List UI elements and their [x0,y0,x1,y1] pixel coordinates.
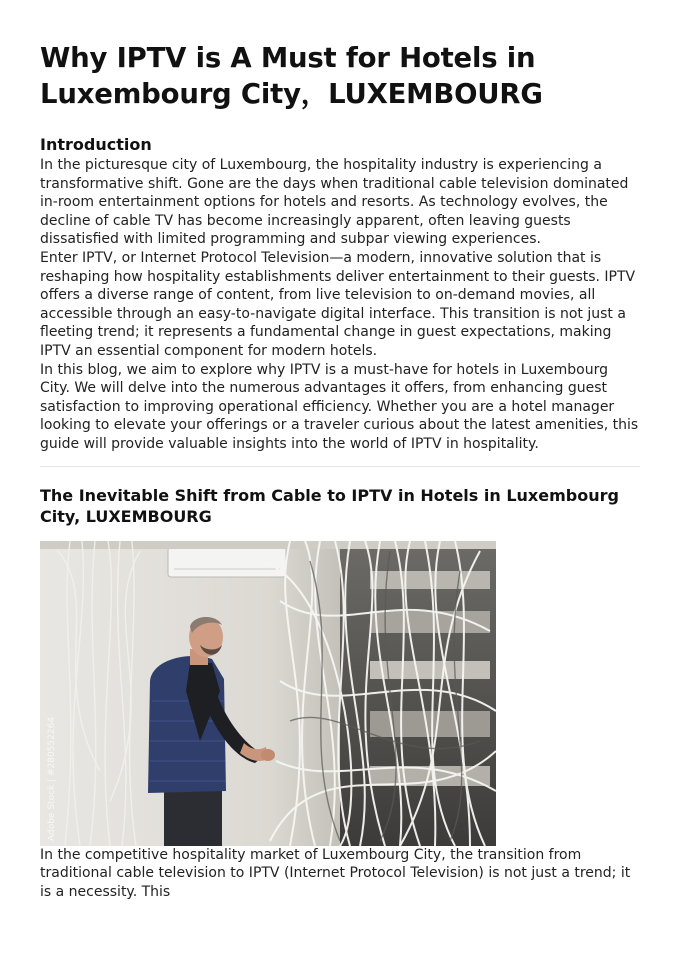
intro-paragraph-1: In the picturesque city of Luxembourg, the hospitality industry is experiencing a transformative shift. Gone are the days when traditional cable television dominated in-room entertainment options for hotels and resorts. As technology evolves, the decline of cable TV has become increasingly apparent, often leaving guests dissatisfied with limited programming and subpar viewing experiences. [40,157,629,248]
section-heading: The Inevitable Shift from Cable to IPTV in Hotels in Luxembourg City, LUXEMBOURG [40,485,619,526]
technician-cables-photo [40,541,496,846]
introduction-heading: Introduction [40,135,152,154]
intro-paragraph-2: Enter IPTV, or Internet Protocol Television—a modern, innovative solution that is reshaping how hospitality establishments deliver entertainment to their guests. IPTV offers a diverse range of content, from live television to on-demand movies, all accessible through an easy-to-navigate digital interface. This transition is not just a fleeting trend; it represents a fundamental change in guest expectations, making IPTV an essential component for modern hotels. [40,249,636,359]
article [40,40,640,901]
intro-paragraph-3: In this blog, we aim to explore why IPTV is a must-have for hotels in Luxembourg City. We will delve into the numerous advantages it offers, from enhancing guest satisfaction to improving operational efficiency. Whether you are a hotel manager looking to elevate your offerings or a traveler curious about the latest amenities, this guide will provide valuable insights into the world of IPTV in hospitality. [40,361,639,452]
section-divider [40,466,640,467]
section-paragraph: In the competitive hospitality market of Luxembourg City, the transition from traditional cable television to IPTV (Internet Protocol Television) is not just a trend; it is a necessity. This [40,846,631,900]
article-title: Why IPTV is A Must for Hotels in Luxembourg City，LUXEMBOURG [40,42,543,110]
photo-watermark: Adobe Stock | #280552264 [47,716,57,841]
